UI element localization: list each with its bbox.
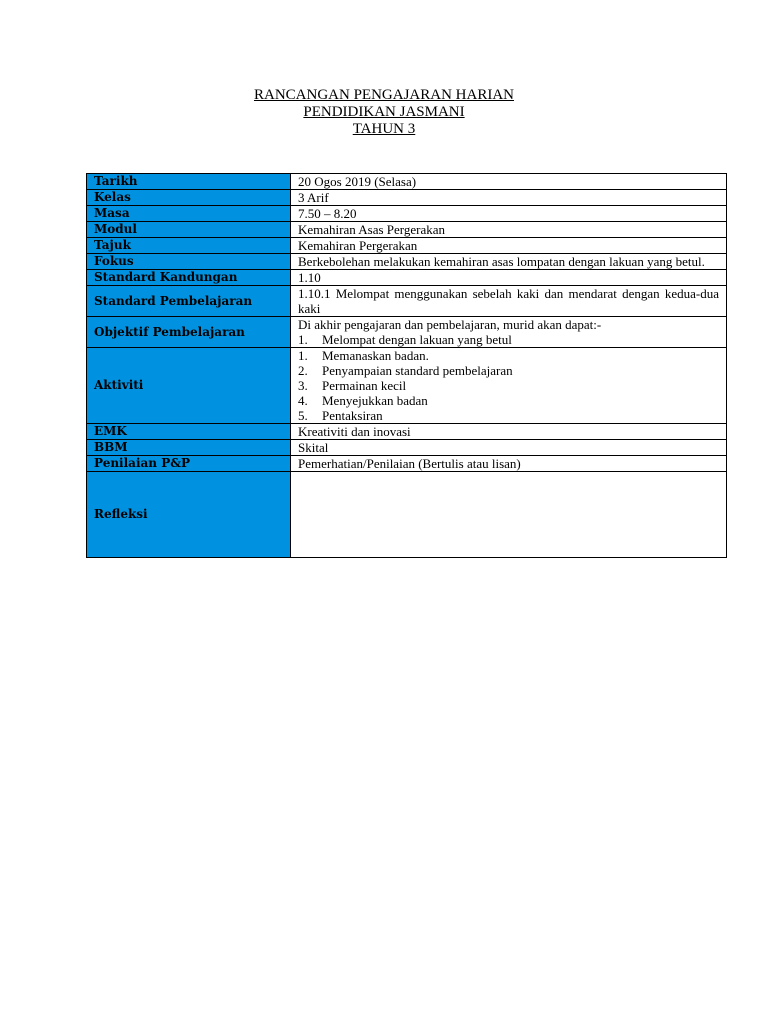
objektif-intro: Di akhir pengajaran dan pembelajaran, murid akan dapat:- <box>298 317 602 332</box>
list-text: Permainan kecil <box>322 378 407 393</box>
value-penilaian: Pemerhatian/Penilaian (Bertulis atau lisan) <box>291 456 727 472</box>
value-standard-kandungan: 1.10 <box>291 270 727 286</box>
value-tarikh: 20 Ogos 2019 (Selasa) <box>291 174 727 190</box>
label-standard-kandungan: Standard Kandungan <box>87 270 291 286</box>
heading-line-2: PENDIDIKAN JASMANI <box>303 104 465 120</box>
label-objektif: Objektif Pembelajaran <box>87 317 291 348</box>
label-tarikh: Tarikh <box>87 174 291 190</box>
heading-line-3: TAHUN 3 <box>352 121 416 137</box>
list-text: Pentaksiran <box>322 408 383 423</box>
objektif-list <box>298 332 719 347</box>
list-item <box>298 332 719 347</box>
list-number: 1. <box>298 332 308 347</box>
row-bbm <box>87 440 727 456</box>
value-modul: Kemahiran Asas Pergerakan <box>291 222 727 238</box>
value-standard-pembelajaran: 1.10.1 Melompat menggunakan sebelah kaki dan mendarat dengan kedua-dua kaki <box>291 286 727 317</box>
label-modul: Modul <box>87 222 291 238</box>
row-kelas <box>87 190 727 206</box>
row-penilaian <box>87 456 727 472</box>
value-tajuk: Kemahiran Pergerakan <box>291 238 727 254</box>
label-emk: EMK <box>87 424 291 440</box>
row-aktiviti <box>87 348 727 424</box>
row-standard-pembelajaran <box>87 286 727 317</box>
row-masa <box>87 206 727 222</box>
list-number: 5. <box>298 408 308 423</box>
lesson-plan-table <box>86 173 727 558</box>
document-heading <box>0 87 768 138</box>
list-item <box>298 378 719 393</box>
label-masa: Masa <box>87 206 291 222</box>
value-masa: 7.50 – 8.20 <box>291 206 727 222</box>
list-text: Penyampaian standard pembelajaran <box>322 363 513 378</box>
value-objektif <box>291 317 727 348</box>
value-bbm: Skital <box>291 440 727 456</box>
label-penilaian: Penilaian P&P <box>87 456 291 472</box>
list-item <box>298 363 719 378</box>
list-number: 3. <box>298 378 308 393</box>
row-standard-kandungan <box>87 270 727 286</box>
row-tajuk <box>87 238 727 254</box>
list-text: Memanaskan badan. <box>322 348 429 363</box>
list-text: Menyejukkan badan <box>322 393 428 408</box>
value-fokus: Berkebolehan melakukan kemahiran asas lompatan dengan lakuan yang betul. <box>291 254 727 270</box>
value-kelas: 3 Arif <box>291 190 727 206</box>
label-standard-pembelajaran: Standard Pembelajaran <box>87 286 291 317</box>
list-text: Melompat dengan lakuan yang betul <box>322 332 512 347</box>
aktiviti-list <box>298 348 719 423</box>
list-item <box>298 348 719 363</box>
list-item <box>298 408 719 423</box>
list-number: 4. <box>298 393 308 408</box>
value-refleksi <box>291 472 727 558</box>
label-aktiviti: Aktiviti <box>87 348 291 424</box>
list-number: 2. <box>298 363 308 378</box>
label-fokus: Fokus <box>87 254 291 270</box>
row-objektif <box>87 317 727 348</box>
list-number: 1. <box>298 348 308 363</box>
label-refleksi: Refleksi <box>87 472 291 558</box>
heading-line-1: RANCANGAN PENGAJARAN HARIAN <box>253 87 514 103</box>
label-kelas: Kelas <box>87 190 291 206</box>
value-emk: Kreativiti dan inovasi <box>291 424 727 440</box>
row-emk <box>87 424 727 440</box>
row-refleksi <box>87 472 727 558</box>
label-tajuk: Tajuk <box>87 238 291 254</box>
label-bbm: BBM <box>87 440 291 456</box>
row-fokus <box>87 254 727 270</box>
list-item <box>298 393 719 408</box>
row-tarikh <box>87 174 727 190</box>
value-aktiviti <box>291 348 727 424</box>
row-modul <box>87 222 727 238</box>
